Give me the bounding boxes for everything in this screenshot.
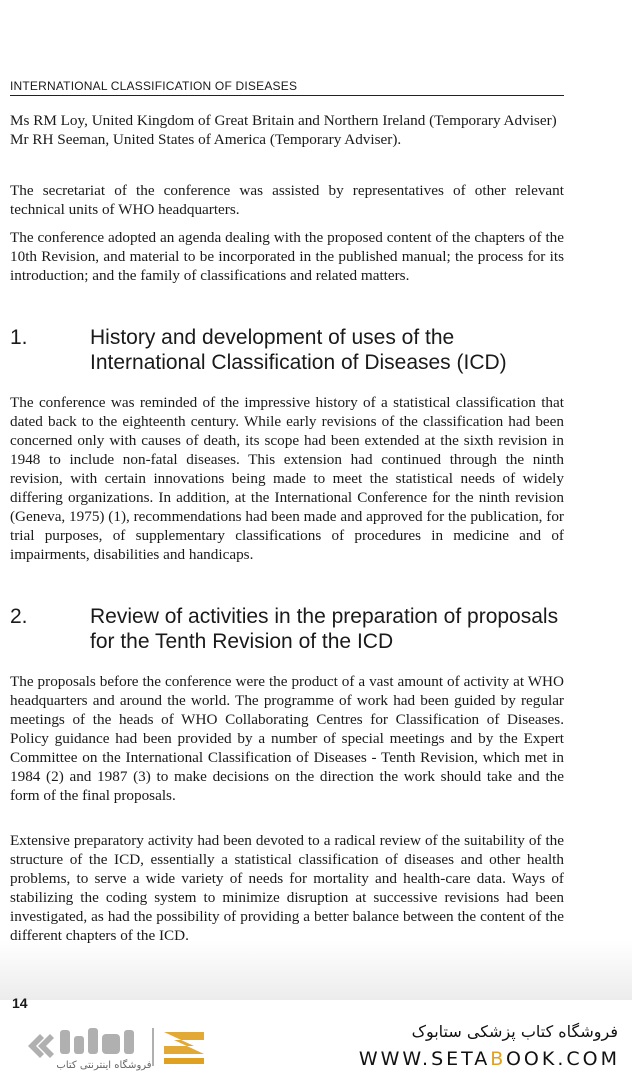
section-heading — [10, 325, 570, 375]
paragraph: The conference was reminded of the impressive history of a statistical classification that dated back to the eighteenth century. While early revisions of the classification had been concerned only with causes of death, its scope had been extended at the sixth revision in 1948 to include non-fatal diseases. This extension had continued through the ninth revision, with certain innovations being made to meet the statistical needs of widely differing organizations. In addition, at the International Conference for the ninth revision (Geneva, 1975) (1), recommendations had been made and approved for the publication, for trial purposes, of supplementary classifications of procedures in medicine and of impairments, disabilities and handicaps. — [10, 394, 564, 563]
url-accent: B — [490, 1048, 506, 1070]
paragraph: The conference adopted an agenda dealing with the proposed content of the chapters of the 10th Revision, and material to be incorporated in the published manual; the process for its introduction; and the family of classifications and related matters. — [10, 229, 564, 284]
page-number: 14 — [12, 995, 28, 1011]
section-body — [10, 393, 564, 564]
adviser-entry: Mr RH Seeman, United States of America (Temporary Adviser). — [10, 131, 402, 148]
advisers-list — [10, 111, 564, 149]
intro-paragraph — [10, 181, 564, 219]
paragraph: The proposals before the conference were the product of a vast amount of activity at WHO headquarters and around the world. The programme of work had been guided by regular meetings of the heads of WHO Collaborating Centres for Classification of Diseases. Policy guidance had been provided by a number of special meetings and by the Expert Committee on the International Classification of Diseases - Tenth Revision, which met in 1984 (2) and 1987 (3) to make decisions on the direction the work should take and the form of the final proposals. — [10, 673, 564, 804]
section-number: 1. — [10, 326, 28, 349]
store-url — [359, 1048, 620, 1070]
paragraph: Extensive preparatory activity had been devoted to a radical review of the suitability of the structure of the ICD, essentially a statistical classification of diseases and other health problems, to serve a wide variety of needs for mortality and health-care data. Ways of stabilizing the coding system to minimize disruption at successive revisions had been investigated, as had the possibility of providing a better balance between the content of the different chapters of the ICD. — [10, 832, 564, 944]
section-title: History and development of uses of the International Classification of Diseases (ICD) — [90, 326, 507, 374]
section-number: 2. — [10, 605, 28, 628]
adviser-entry: Ms RM Loy, United Kingdom of Great Britain and Northern Ireland (Temporary Adviser) — [10, 112, 557, 129]
url-prefix: WWW.SETA — [358, 1048, 491, 1070]
running-header: INTERNATIONAL CLASSIFICATION OF DISEASES — [10, 79, 564, 96]
paragraph: The secretariat of the conference was assisted by representatives of other relevant technical units of WHO headquarters. — [10, 182, 564, 218]
section-title: Review of activities in the preparation of proposals for the Tenth Revision of the ICD — [90, 605, 559, 653]
url-suffix: OOK.COM — [505, 1048, 620, 1070]
intro-paragraph — [10, 228, 564, 285]
section-body — [10, 831, 564, 945]
store-name: فروشگاه کتاب پزشکی ستابوک — [411, 1022, 618, 1041]
section-body — [10, 672, 564, 805]
section-heading — [10, 604, 570, 654]
logo-tagline: فروشگاه اینترنتی کتاب — [56, 1060, 152, 1071]
